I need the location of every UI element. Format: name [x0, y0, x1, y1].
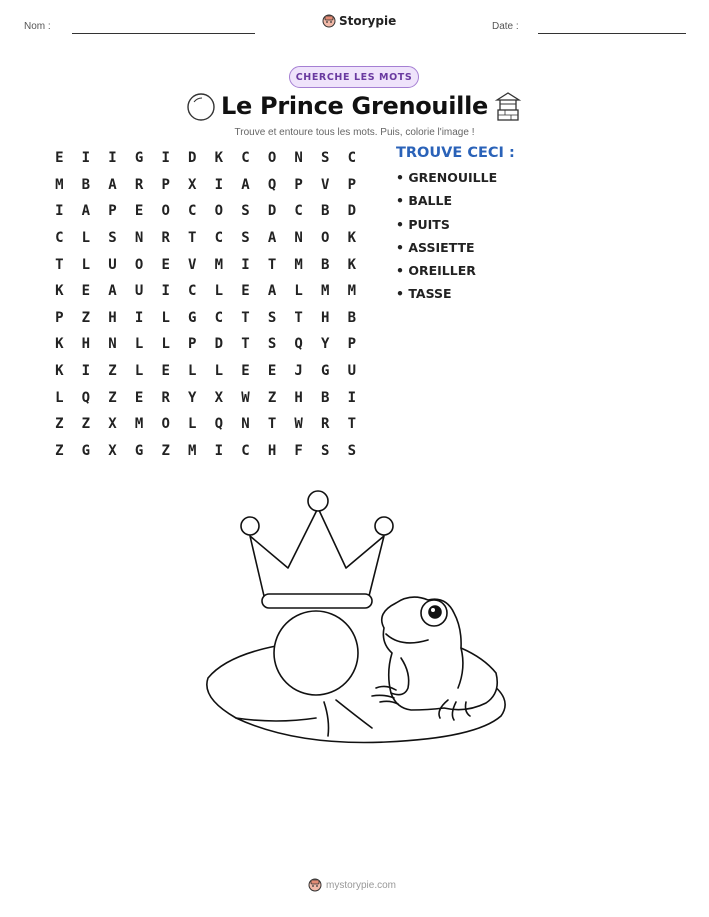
- grid-letter[interactable]: P: [161, 176, 170, 193]
- grid-letter[interactable]: A: [108, 283, 117, 300]
- grid-letter[interactable]: Z: [161, 442, 170, 459]
- frog-prince-illustration: [196, 488, 516, 753]
- grid-letter[interactable]: Q: [81, 389, 91, 406]
- frog: [372, 597, 497, 720]
- grid-letter[interactable]: I: [214, 442, 224, 459]
- grid-letter[interactable]: P: [347, 176, 357, 193]
- grid-letter[interactable]: H: [267, 442, 277, 459]
- grid-letter[interactable]: L: [161, 309, 170, 326]
- grid-letter[interactable]: I: [161, 150, 170, 167]
- grid-letter[interactable]: L: [81, 230, 91, 247]
- grid-letter[interactable]: H: [81, 336, 91, 353]
- grid-letter[interactable]: I: [214, 176, 224, 193]
- grid-letter[interactable]: N: [294, 230, 303, 247]
- grid-letter[interactable]: Z: [81, 309, 91, 326]
- grid-letter[interactable]: G: [81, 442, 91, 459]
- grid-letter[interactable]: B: [321, 389, 330, 406]
- grid-letter[interactable]: O: [161, 203, 170, 220]
- grid-letter[interactable]: J: [294, 363, 303, 380]
- grid-letter[interactable]: E: [134, 389, 144, 406]
- grid-letter[interactable]: G: [321, 363, 330, 380]
- name-line: [72, 33, 255, 34]
- grid-letter[interactable]: P: [188, 336, 197, 353]
- grid-letter[interactable]: L: [134, 363, 144, 380]
- grid-letter[interactable]: C: [214, 230, 224, 247]
- grid-letter[interactable]: D: [347, 203, 357, 220]
- grid-letter[interactable]: E: [161, 363, 170, 380]
- grid-letter[interactable]: K: [347, 256, 357, 273]
- grid-letter[interactable]: A: [267, 283, 277, 300]
- grid-letter[interactable]: I: [241, 256, 250, 273]
- grid-letter[interactable]: Z: [81, 416, 91, 433]
- grid-letter[interactable]: U: [134, 283, 144, 300]
- grid-letter[interactable]: F: [294, 442, 303, 459]
- grid-letter[interactable]: L: [214, 283, 224, 300]
- storypie-mascot-icon: [308, 878, 322, 892]
- grid-letter[interactable]: G: [134, 150, 144, 167]
- grid-letter[interactable]: I: [161, 283, 170, 300]
- grid-letter[interactable]: N: [241, 416, 250, 433]
- grid-letter[interactable]: Q: [214, 416, 224, 433]
- grid-letter[interactable]: U: [347, 363, 357, 380]
- grid-letter[interactable]: T: [241, 309, 250, 326]
- grid-letter[interactable]: Z: [108, 389, 117, 406]
- grid-letter[interactable]: Z: [55, 442, 64, 459]
- grid-letter[interactable]: N: [134, 230, 144, 247]
- grid-letter[interactable]: B: [321, 256, 330, 273]
- word-item: • GRENOUILLE: [396, 170, 498, 185]
- grid-letter[interactable]: T: [294, 309, 303, 326]
- footer: [308, 878, 396, 892]
- grid-letter[interactable]: E: [241, 283, 250, 300]
- grid-letter[interactable]: E: [267, 363, 277, 380]
- grid-letter[interactable]: E: [55, 150, 64, 167]
- grid-letter[interactable]: R: [134, 176, 144, 193]
- word-item: • ASSIETTE: [396, 239, 475, 255]
- grid-letter[interactable]: M: [321, 283, 330, 300]
- grid-letter[interactable]: Y: [188, 389, 197, 406]
- grid-letter[interactable]: C: [188, 203, 197, 220]
- grid-letter[interactable]: H: [321, 309, 330, 326]
- grid-letter[interactable]: L: [55, 389, 64, 406]
- grid-letter[interactable]: O: [134, 256, 144, 273]
- grid-letter[interactable]: M: [188, 442, 197, 459]
- grid-letter[interactable]: S: [321, 150, 330, 167]
- grid-letter[interactable]: Z: [108, 363, 117, 380]
- grid-letter[interactable]: Z: [55, 416, 64, 433]
- grid-letter[interactable]: G: [188, 309, 197, 326]
- grid-letter[interactable]: V: [188, 256, 197, 273]
- grid-letter[interactable]: X: [214, 389, 224, 406]
- grid-letter[interactable]: C: [294, 203, 303, 220]
- grid-letter[interactable]: R: [161, 230, 170, 247]
- grid-letter[interactable]: I: [347, 389, 357, 406]
- grid-letter[interactable]: E: [81, 283, 91, 300]
- grid-letter[interactable]: N: [294, 150, 303, 167]
- grid-letter[interactable]: E: [134, 203, 144, 220]
- grid-letter[interactable]: B: [81, 176, 91, 193]
- grid-letter[interactable]: G: [134, 442, 144, 459]
- grid-letter[interactable]: C: [55, 230, 64, 247]
- grid-letter[interactable]: C: [241, 442, 250, 459]
- grid-letter[interactable]: S: [267, 309, 277, 326]
- grid-letter[interactable]: T: [347, 416, 357, 433]
- grid-letter[interactable]: H: [294, 389, 303, 406]
- grid-letter[interactable]: B: [347, 309, 357, 326]
- grid-letter[interactable]: T: [267, 256, 277, 273]
- grid-letter[interactable]: D: [267, 203, 277, 220]
- grid-letter[interactable]: Y: [321, 336, 330, 353]
- grid-letter[interactable]: L: [214, 363, 224, 380]
- grid-letter[interactable]: D: [188, 150, 197, 167]
- grid-letter[interactable]: Z: [267, 389, 277, 406]
- grid-letter[interactable]: K: [347, 230, 357, 247]
- grid-letter[interactable]: S: [347, 442, 357, 459]
- grid-letter[interactable]: R: [161, 389, 170, 406]
- brand-logo: [322, 14, 396, 28]
- grid-letter[interactable]: S: [321, 442, 330, 459]
- category-badge: CHERCHE LES MOTS: [289, 66, 419, 88]
- word-item: • OREILLER: [396, 263, 476, 279]
- grid-letter[interactable]: K: [55, 336, 64, 353]
- grid-letter[interactable]: S: [241, 203, 250, 220]
- grid-letter[interactable]: L: [134, 336, 144, 353]
- ball: [274, 611, 358, 695]
- grid-letter[interactable]: M: [294, 256, 303, 273]
- grid-letter[interactable]: B: [321, 203, 330, 220]
- grid-letter[interactable]: M: [134, 416, 144, 433]
- grid-letter[interactable]: E: [161, 256, 170, 273]
- grid-letter[interactable]: O: [321, 230, 330, 247]
- grid-letter[interactable]: K: [55, 363, 64, 380]
- grid-letter[interactable]: I: [55, 203, 64, 220]
- grid-letter[interactable]: K: [55, 283, 64, 300]
- well-icon: [494, 90, 522, 122]
- footer-url: mystorypie.com: [326, 879, 397, 891]
- grid-letter[interactable]: S: [108, 230, 117, 247]
- grid-letter[interactable]: C: [188, 283, 197, 300]
- grid-letter[interactable]: S: [241, 230, 250, 247]
- grid-letter[interactable]: T: [188, 230, 197, 247]
- grid-letter[interactable]: S: [267, 336, 277, 353]
- grid-letter[interactable]: W: [294, 416, 303, 433]
- grid-letter[interactable]: L: [188, 416, 197, 433]
- grid-letter[interactable]: I: [108, 150, 117, 167]
- grid-letter[interactable]: X: [108, 416, 117, 433]
- grid-letter[interactable]: O: [267, 150, 277, 167]
- word-item: • PUITS: [396, 216, 450, 232]
- grid-letter[interactable]: M: [214, 256, 224, 273]
- instructions: Trouve et entoure tous les mots. Puis, colorie l'image !: [234, 127, 475, 138]
- crown: [241, 491, 393, 608]
- grid-letter[interactable]: L: [81, 256, 91, 273]
- page-title: Le Prince Grenouille: [221, 92, 488, 120]
- name-label: Nom :: [24, 21, 51, 32]
- grid-letter[interactable]: P: [108, 203, 117, 220]
- grid-letter[interactable]: L: [161, 336, 170, 353]
- grid-letter[interactable]: I: [81, 150, 91, 167]
- grid-letter[interactable]: Q: [267, 176, 277, 193]
- date-line: [538, 33, 686, 34]
- grid-letter[interactable]: O: [161, 416, 170, 433]
- grid-letter[interactable]: O: [214, 203, 224, 220]
- grid-letter[interactable]: W: [241, 389, 250, 406]
- grid-letter[interactable]: M: [347, 283, 357, 300]
- grid-letter[interactable]: N: [108, 336, 117, 353]
- word-item: • BALLE: [396, 193, 453, 209]
- grid-letter[interactable]: A: [81, 203, 91, 220]
- storypie-mascot-icon: [322, 14, 336, 28]
- word-list-title: TROUVE CECI :: [396, 145, 515, 161]
- grid-letter[interactable]: H: [108, 309, 117, 326]
- grid-letter[interactable]: C: [347, 150, 357, 167]
- grid-letter[interactable]: I: [134, 309, 144, 326]
- grid-letter[interactable]: T: [267, 416, 277, 433]
- grid-letter[interactable]: L: [188, 363, 197, 380]
- grid-letter[interactable]: P: [294, 176, 303, 193]
- brand-name: Storypie: [339, 14, 397, 28]
- grid-letter[interactable]: E: [241, 363, 250, 380]
- grid-letter[interactable]: P: [55, 309, 64, 326]
- grid-letter[interactable]: Q: [294, 336, 303, 353]
- grid-letter[interactable]: K: [214, 150, 224, 167]
- grid-letter[interactable]: X: [188, 176, 197, 193]
- grid-letter[interactable]: V: [321, 176, 330, 193]
- date-label: Date :: [492, 21, 519, 32]
- grid-letter[interactable]: T: [55, 256, 64, 273]
- word-search-grid: [46, 145, 365, 464]
- grid-letter[interactable]: C: [214, 309, 224, 326]
- grid-letter[interactable]: T: [241, 336, 250, 353]
- word-list: [396, 170, 497, 310]
- grid-letter[interactable]: A: [241, 176, 250, 193]
- word-item: • TASSE: [396, 286, 452, 302]
- grid-letter[interactable]: L: [294, 283, 303, 300]
- grid-letter[interactable]: U: [108, 256, 117, 273]
- grid-letter[interactable]: X: [108, 442, 117, 459]
- grid-letter[interactable]: M: [55, 176, 64, 193]
- grid-letter[interactable]: I: [81, 363, 91, 380]
- grid-letter[interactable]: A: [267, 230, 277, 247]
- grid-letter[interactable]: R: [321, 416, 330, 433]
- grid-letter[interactable]: D: [214, 336, 224, 353]
- grid-letter[interactable]: A: [108, 176, 117, 193]
- grid-letter[interactable]: C: [241, 150, 250, 167]
- grid-letter[interactable]: P: [347, 336, 357, 353]
